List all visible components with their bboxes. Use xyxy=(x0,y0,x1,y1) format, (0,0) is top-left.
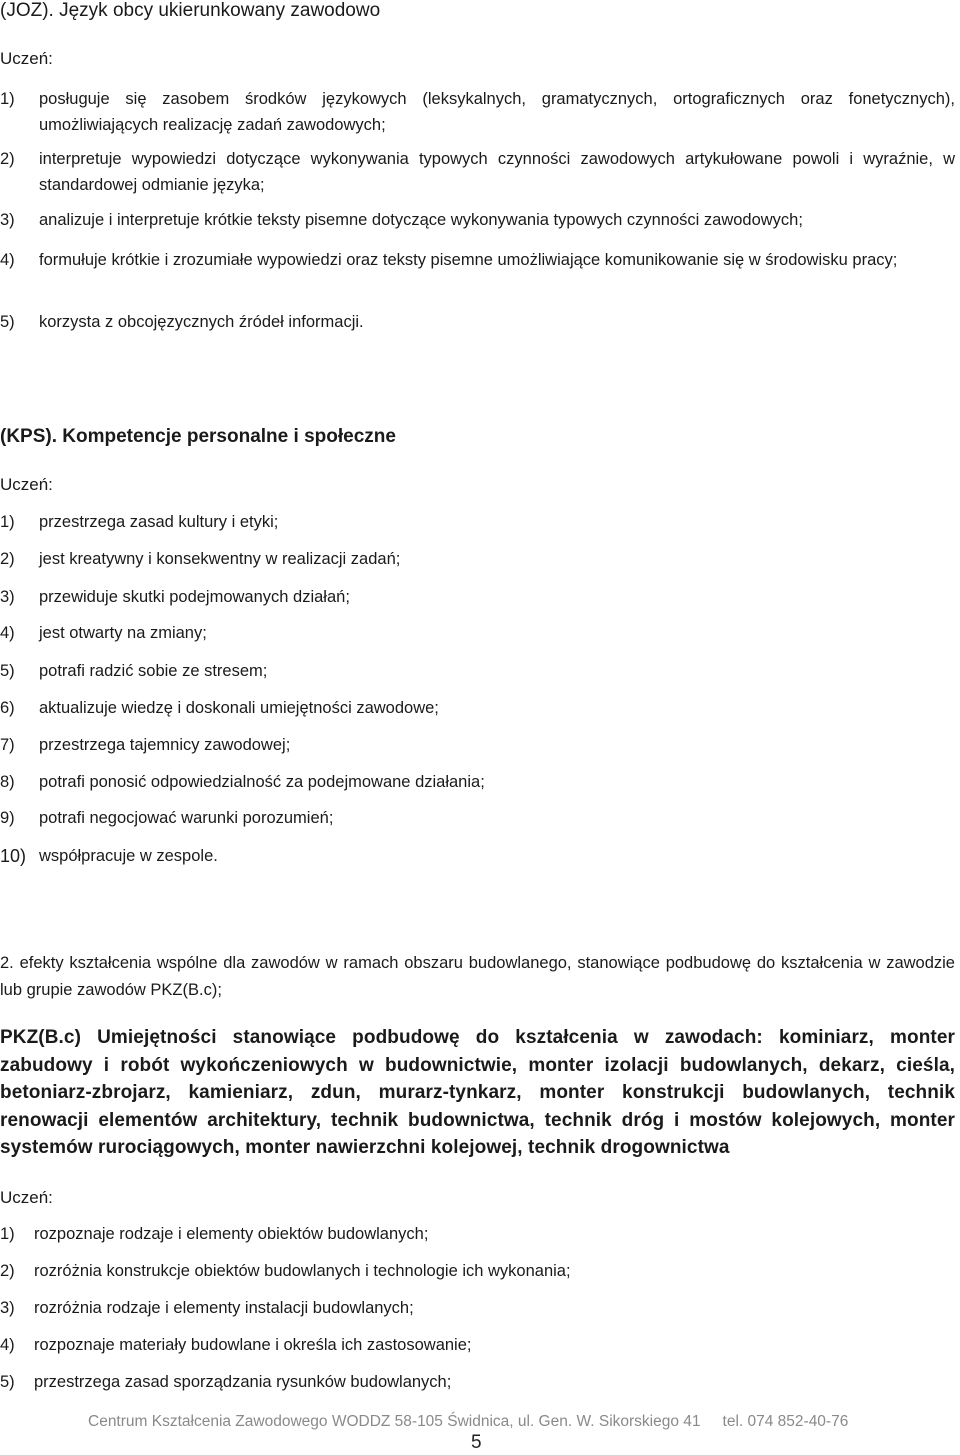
section-2-paragraph: 2. efekty kształcenia wspólne dla zawodów w ramach obszaru budowlanego, stanowiące podbudowę do kształcenia w zawodzie lub grupie zawodów PKZ(B.c); xyxy=(0,954,955,999)
list-item-number: 3) xyxy=(0,588,15,606)
list-item-text: jest kreatywny i konsekwentny w realizacji zadań; xyxy=(39,550,401,568)
list-item-text: przestrzega zasad kultury i etyki; xyxy=(39,513,279,531)
list-item-number: 1) xyxy=(0,513,15,531)
list-item-text: rozpoznaje materiały budowlane i określa ich zastosowanie; xyxy=(34,1336,472,1354)
list-item-text: posługuje się zasobem środków językowych (leksykalnych, gramatycznych, ortograficznych oraz fonetycznych), umożliwiających realizację zadań zawodowych; xyxy=(39,90,955,134)
list-item-text: przestrzega tajemnicy zawodowej; xyxy=(39,736,291,754)
list-item-number: 5) xyxy=(0,662,15,680)
list-item-number: 3) xyxy=(0,211,15,229)
list-item-text: potrafi radzić sobie ze stresem; xyxy=(39,662,268,680)
list-item-number: 1) xyxy=(0,1225,15,1243)
joz-student-label: Uczeń: xyxy=(0,49,53,68)
list-item-number: 4) xyxy=(0,624,15,642)
list-item-number: 2) xyxy=(0,550,15,568)
list-item-number: 4) xyxy=(0,1336,15,1354)
list-item-text: przewiduje skutki podejmowanych działań; xyxy=(39,588,350,606)
list-item-text: aktualizuje wiedzę i doskonali umiejętności zawodowe; xyxy=(39,699,439,717)
list-item-number: 5) xyxy=(0,1373,15,1391)
kps-student-label: Uczeń: xyxy=(0,475,53,494)
list-item-text: potrafi ponosić odpowiedzialność za podejmowane działania; xyxy=(39,773,485,791)
list-item-text: analizuje i interpretuje krótkie teksty pisemne dotyczące wykonywania typowych czynności zawodowych; xyxy=(39,211,803,229)
list-item-number: 3) xyxy=(0,1299,15,1317)
list-item-number: 8) xyxy=(0,773,15,791)
list-item-number: 5) xyxy=(0,313,15,331)
list-item-number: 10) xyxy=(0,846,27,866)
list-item-text: rozróżnia konstrukcje obiektów budowlanych i technologie ich wykonania; xyxy=(34,1262,571,1280)
list-item-text: współpracuje w zespole. xyxy=(39,847,218,865)
list-item-text: przestrzega zasad sporządzania rysunków budowlanych; xyxy=(34,1373,452,1391)
list-item-number: 7) xyxy=(0,736,15,754)
list-item-text: korzysta z obcojęzycznych źródeł informacji. xyxy=(39,313,364,331)
list-item-text: potrafi negocjować warunki porozumień; xyxy=(39,809,334,827)
page-footer xyxy=(88,1413,848,1431)
list-item-number: 1) xyxy=(0,90,15,108)
footer-address: Centrum Kształcenia Zawodowego WODDZ 58-105 Świdnica, ul. Gen. W. Sikorskiego 41 xyxy=(88,1413,701,1430)
list-item-number: 4) xyxy=(0,251,15,269)
list-item-text: jest otwarty na zmiany; xyxy=(39,624,207,642)
pkz-student-label: Uczeń: xyxy=(0,1188,53,1207)
list-item-text: rozróżnia rodzaje i elementy instalacji budowlanych; xyxy=(34,1299,414,1317)
list-item-number: 6) xyxy=(0,699,15,717)
list-item-text: rozpoznaje rodzaje i elementy obiektów budowlanych; xyxy=(34,1225,429,1243)
list-item-number: 9) xyxy=(0,809,15,827)
list-item-text: interpretuje wypowiedzi dotyczące wykonywania typowych czynności zawodowych artykułowane powoli i wyraźnie, w standardowej odmianie języka; xyxy=(39,150,955,194)
list-item-number: 2) xyxy=(0,1262,15,1280)
page-number: 5 xyxy=(471,1432,482,1453)
pkz-heading: PKZ(B.c) Umiejętności stanowiące podbudowę do kształcenia w zawodach: kominiarz, monter zabudowy i robót wykończeniowych w budownictwie, monter izolacji budowlanych, dekarz, cieśla, betoniarz-zbrojarz, kamieniarz, zdun, murarz-tynkarz, monter konstrukcji budowlanych, technik renowacji elementów architektury, technik budownictwa, technik dróg i mostów kolejowych, monter systemów rurociągowych, monter nawierzchni kolejowej, technik drogownictwa xyxy=(0,1027,955,1158)
kps-title: (KPS). Kompetencje personalne i społeczne xyxy=(0,426,396,447)
list-item-number: 2) xyxy=(0,150,15,168)
joz-title: (JOZ). Język obcy ukierunkowany zawodowo xyxy=(0,0,381,21)
list-item-text: formułuje krótkie i zrozumiałe wypowiedzi oraz teksty pisemne umożliwiające komunikowanie się w środowisku pracy; xyxy=(39,251,898,269)
footer-phone: tel. 074 852-40-76 xyxy=(722,1413,849,1430)
